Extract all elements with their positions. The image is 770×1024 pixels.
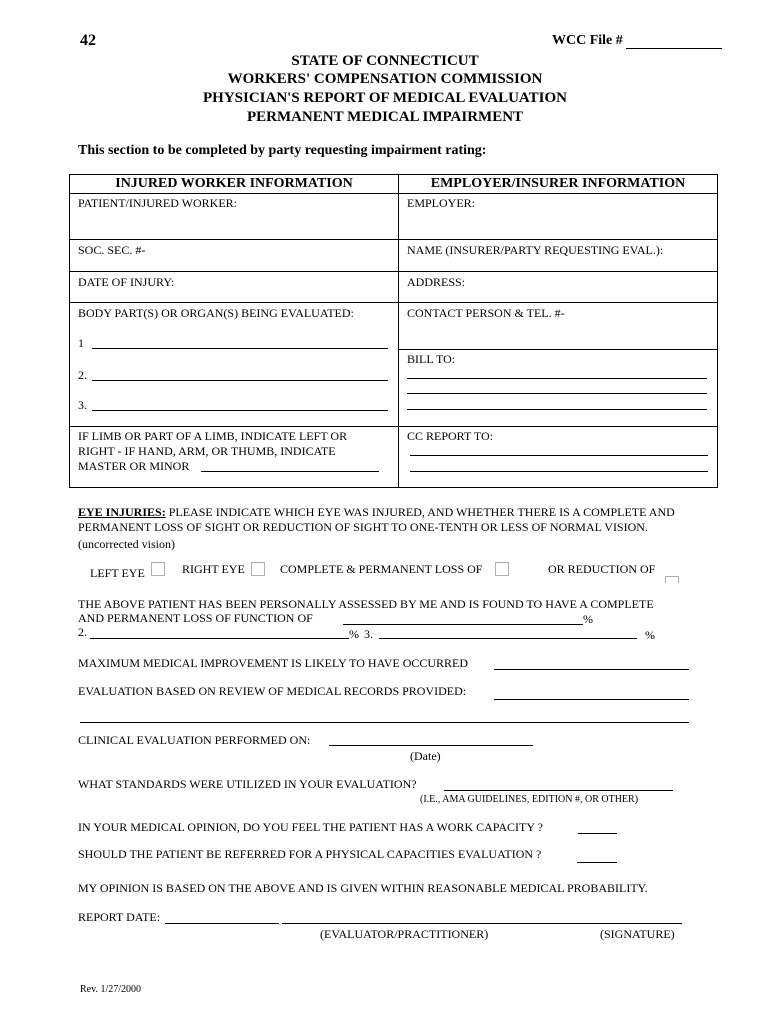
standards-caption: (I.E., AMA GUIDELINES, EDITION #, OR OTHER) xyxy=(420,794,639,805)
signature-caption: (SIGNATURE) xyxy=(600,927,675,941)
limb-field[interactable] xyxy=(201,471,379,472)
left-eye-checkbox[interactable] xyxy=(151,562,165,576)
contact-label: CONTACT PERSON & TEL. #- xyxy=(407,306,565,320)
title-line-1: STATE OF CONNECTICUT xyxy=(291,53,479,69)
records-label: EVALUATION BASED ON REVIEW OF MEDICAL RECORDS PROVIDED: xyxy=(78,684,467,698)
body-part-3-field[interactable] xyxy=(92,410,388,411)
uncorrected-vision-note: (uncorrected vision) xyxy=(78,537,175,551)
opinion-statement: MY OPINION IS BASED ON THE ABOVE AND IS GIVEN WITHIN REASONABLE MEDICAL PROBABILITY. xyxy=(78,881,648,895)
cc-report-line-1[interactable] xyxy=(410,455,708,456)
body-part-3-number: 3. xyxy=(78,398,87,412)
info-table xyxy=(69,174,718,488)
records-field[interactable] xyxy=(494,699,689,700)
form-number: 42 xyxy=(80,32,96,49)
insurer-name-label: NAME (INSURER/PARTY REQUESTING EVAL.): xyxy=(407,243,664,257)
employer-info-heading: EMPLOYER/INSURER INFORMATION xyxy=(430,176,686,191)
right-eye-checkbox[interactable] xyxy=(251,562,265,576)
body-part-2-field[interactable] xyxy=(92,380,388,381)
bill-to-line-1[interactable] xyxy=(407,378,707,379)
assessment-line-1: THE ABOVE PATIENT HAS BEEN PERSONALLY ASSESSED BY ME AND IS FOUND TO HAVE A COMPLETE xyxy=(78,597,654,611)
complete-loss-checkbox[interactable] xyxy=(495,562,509,576)
report-date-field[interactable] xyxy=(165,923,279,924)
bill-to-label: BILL TO: xyxy=(407,352,456,366)
percent-2: % xyxy=(349,627,359,641)
title-line-2: WORKERS' COMPENSATION COMMISSION xyxy=(227,71,543,87)
work-capacity-field[interactable] xyxy=(578,833,617,834)
evaluator-caption: (EVALUATOR/PRACTITIONER) xyxy=(320,927,489,941)
bill-to-line-2[interactable] xyxy=(407,393,707,394)
bill-to-line-3[interactable] xyxy=(407,409,707,410)
left-eye-label: LEFT EYE xyxy=(90,566,145,580)
physical-eval-field[interactable] xyxy=(577,862,617,863)
title-line-4: PERMANENT MEDICAL IMPAIRMENT xyxy=(246,109,524,125)
instruction: This section to be completed by party requesting impairment rating: xyxy=(78,143,487,158)
records-extra-line[interactable] xyxy=(80,722,689,723)
item-3-number: 3. xyxy=(364,627,373,641)
loss-function-1-field[interactable] xyxy=(343,624,583,625)
body-part-2-number: 2. xyxy=(78,368,87,382)
mmi-field[interactable] xyxy=(494,669,689,670)
loss-function-3-field[interactable] xyxy=(379,638,637,639)
body-part-1-number: 1 xyxy=(78,336,84,350)
standards-field[interactable] xyxy=(444,790,673,791)
wcc-file-label: WCC File # xyxy=(552,33,623,48)
loss-function-2-field[interactable] xyxy=(90,638,349,639)
assessment-line-2: AND PERMANENT LOSS OF FUNCTION OF xyxy=(78,611,313,625)
body-parts-label: BODY PART(S) OR ORGAN(S) BEING EVALUATED: xyxy=(78,306,354,320)
standards-label: WHAT STANDARDS WERE UTILIZED IN YOUR EVALUATION? xyxy=(78,777,417,791)
body-part-1-field[interactable] xyxy=(92,348,388,349)
item-2-number: 2. xyxy=(78,625,87,639)
complete-loss-label: COMPLETE & PERMANENT LOSS OF xyxy=(280,562,483,576)
worker-info-heading: INJURED WORKER INFORMATION xyxy=(115,176,353,191)
mmi-label: MAXIMUM MEDICAL IMPROVEMENT IS LIKELY TO HAVE OCCURRED xyxy=(78,656,469,670)
revision-date: Rev. 1/27/2000 xyxy=(80,984,142,995)
eye-injuries-text xyxy=(78,505,718,535)
report-date-label: REPORT DATE: xyxy=(78,910,161,924)
signature-field[interactable] xyxy=(282,923,682,924)
percent-3: % xyxy=(645,628,655,642)
reduction-checkbox[interactable] xyxy=(665,576,679,583)
clinical-eval-date-field[interactable] xyxy=(329,745,533,746)
date-caption: (Date) xyxy=(410,749,441,763)
title-line-3: PHYSICIAN'S REPORT OF MEDICAL EVALUATION xyxy=(203,90,567,106)
physical-eval-label: SHOULD THE PATIENT BE REFERRED FOR A PHYSICAL CAPACITIES EVALUATION ? xyxy=(78,847,542,861)
percent-1: % xyxy=(583,612,593,626)
eye-injuries-heading: EYE INJURIES: xyxy=(78,505,166,519)
clinical-eval-label: CLINICAL EVALUATION PERFORMED ON: xyxy=(78,733,311,747)
patient-label: PATIENT/INJURED WORKER: xyxy=(78,196,238,210)
cc-report-label: CC REPORT TO: xyxy=(407,429,493,443)
limb-instructions: IF LIMB OR PART OF A LIMB, INDICATE LEFT OR RIGHT - IF HAND, ARM, OR THUMB, INDICATE MASTER OR MINOR xyxy=(78,429,348,473)
wcc-file-field[interactable] xyxy=(626,48,722,49)
address-label: ADDRESS: xyxy=(407,275,466,289)
right-eye-label: RIGHT EYE xyxy=(182,562,245,576)
cc-report-line-2[interactable] xyxy=(410,471,708,472)
reduction-label: OR REDUCTION OF xyxy=(548,562,656,576)
employer-label: EMPLOYER: xyxy=(407,196,476,210)
date-injury-label: DATE OF INJURY: xyxy=(78,275,175,289)
eye-injuries-instructions: PLEASE INDICATE WHICH EYE WAS INJURED, AND WHETHER THERE IS A COMPLETE AND PERMANENT LOSS OF SIGHT OR REDUCTION OF SIGHT TO ONE-TENTH OR LESS OF NORMAL VISION. xyxy=(78,505,675,534)
work-capacity-label: IN YOUR MEDICAL OPINION, DO YOU FEEL THE PATIENT HAS A WORK CAPACITY ? xyxy=(78,820,543,834)
ssn-label: SOC. SEC. #- xyxy=(78,243,146,257)
